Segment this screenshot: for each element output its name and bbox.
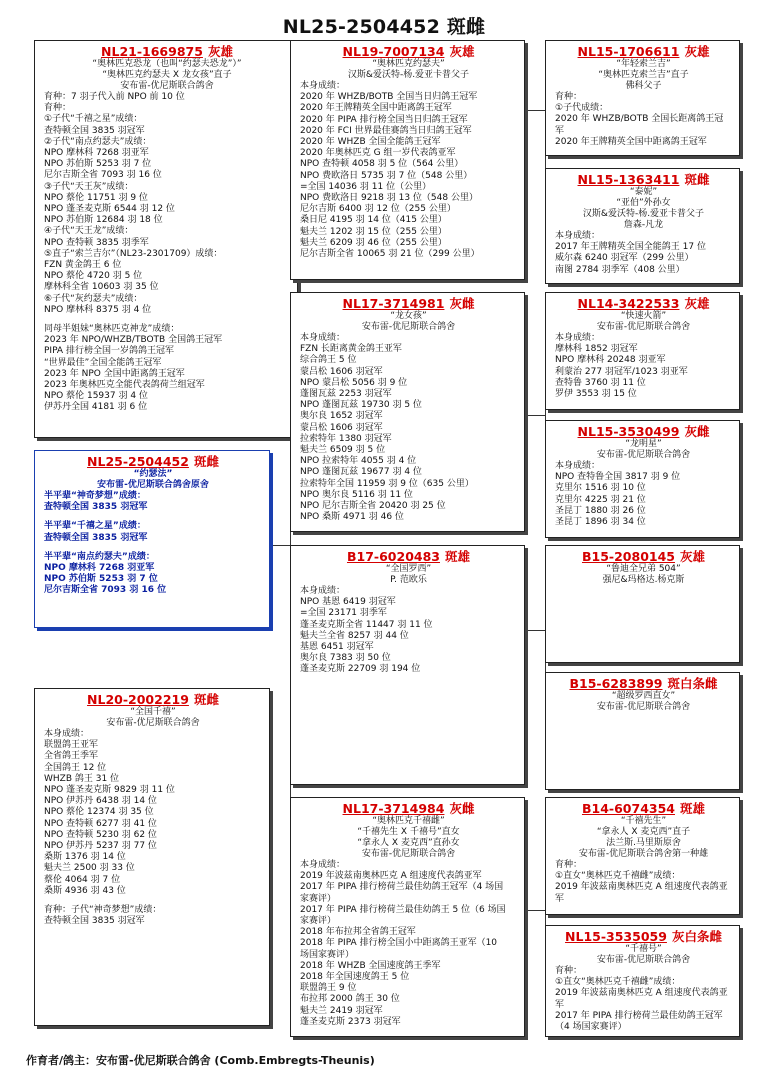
result-line: NPO 苏伯斯 12684 羽 18 位 <box>44 215 163 226</box>
result-line: NPO 查特顿 4058 羽 5 位（564 公里） <box>300 159 464 170</box>
pigeon-info-line: 汉斯&爱沃特-杨.爱亚卡普父子 <box>582 209 705 219</box>
result-line: 2020 年 FCI 世界最佳赛鸽当日归鸽王冠军 <box>300 125 472 136</box>
pigeon-header <box>555 44 732 59</box>
result-line: 魁夫兰 6209 羽 46 位（255 公里） <box>300 237 447 248</box>
result-line: ①直女“奥林匹克千禧雌”成绩： <box>555 977 681 988</box>
page-title: NL25-2504452 斑雌 <box>282 16 486 38</box>
ring-number: NL19-7007134 <box>342 44 445 59</box>
result-line: 尼尔吉斯全省 7093 羽 16 位 <box>44 170 162 181</box>
result-line: 2018 年 WHZB 全国速度鸽王季军 <box>300 960 441 971</box>
pigeon-color: 斑雌 <box>193 692 219 707</box>
ring-number: NL25-2504452 <box>87 454 189 469</box>
result-line: 伊苏丹全国 4181 羽 6 位 <box>44 402 148 413</box>
result-line: NPO 伊苏丹 5237 羽 77 位 <box>44 841 157 852</box>
result-line: NPO 蔡伦 11751 羽 9 位 <box>44 192 148 203</box>
result-line: 本身成绩： <box>555 231 601 241</box>
result-line: 魁夫兰全省 8257 羽 44 位 <box>300 630 409 641</box>
result-line: 家赛评） <box>300 916 337 927</box>
result-line: 全国鸽王 12 位 <box>44 762 107 773</box>
result-line: 2018 年 PIPA 排行榜全国小中距离鸽王亚军（10 <box>300 938 498 949</box>
pigeon-info-line: 詹森-凡龙 <box>623 220 664 230</box>
result-line: 2019 年波兹南奥林匹克 A 组速度代表鸽亚 <box>555 988 728 999</box>
result-line: NPO 摩林科 20248 羽亚军 <box>555 355 666 366</box>
result-line: 奥尔良 7383 羽 50 位 <box>300 653 391 664</box>
ring-number: B15-6283899 <box>569 676 663 691</box>
result-line: 2018 年布拉邦全省鸽王冠军 <box>300 927 416 938</box>
pigeon-header <box>555 424 732 439</box>
result-line: NPO 蔡伦 15937 羽 4 位 <box>44 391 148 402</box>
result-line: 本身成绩： <box>300 333 346 343</box>
pigeon-color: 灰雄 <box>684 296 710 311</box>
ring-number: NL15-3535059 <box>565 929 667 944</box>
pigeon-info-line: 安布雷-优尼斯联合鸽舍 <box>361 849 456 859</box>
result-line: ④子代“天王龙”成绩： <box>44 226 134 237</box>
pigeon-info-line: 安布雷-优尼斯联合鸽舍 <box>596 702 691 712</box>
pigeon-info-line: 安布雷-优尼斯联合鸽舍 <box>120 81 214 91</box>
pigeon-info-line: 佛科父子 <box>625 81 662 91</box>
result-line: NPO 桑斯 4971 羽 46 位 <box>300 512 404 523</box>
result-line: 本身成绩： <box>44 729 90 739</box>
result-line: ③子代“天王灰”成绩： <box>44 181 134 192</box>
result-line: 军 <box>555 893 565 904</box>
pigeon-info-line: 安布雷-优尼斯联合鸽舍 <box>106 718 200 728</box>
pigeon-info-line: “龙明星” <box>625 439 662 449</box>
pigeon-info-line: “奥林匹克恐龙（也叫“约瑟夫恐龙”）” <box>92 59 242 69</box>
pigeon-color: 斑白条雌 <box>667 676 718 691</box>
result-line: 查特顿全国 3835 羽冠军 <box>44 502 148 513</box>
pigeon-info-line: “亚伯”外孙女 <box>616 198 671 208</box>
result-line: =全国 14036 羽 11 位（公里） <box>300 181 432 192</box>
result-line: 家赛评） <box>300 893 337 904</box>
result-line: NPO 苏伯斯 5253 羽 7 位 <box>44 159 152 170</box>
result-line: （4 场国家赛评） <box>555 1022 627 1033</box>
pigeon-info-line: “千禧先生” <box>620 816 667 826</box>
result-line: 圣昆丁 1880 羽 26 位 <box>555 505 646 516</box>
pigeon-info-line: 安布雷-优尼斯联合鸽舍原舍 <box>97 480 209 490</box>
pigeon-info-line: “奥林匹克索兰吉”直子 <box>598 70 689 80</box>
result-line: 拉索特年全国 11959 羽 9 位（635 公里） <box>300 478 474 489</box>
result-line: NPO 查特鲁全国 3817 羽 9 位 <box>555 472 681 483</box>
result-line: 本身成绩： <box>555 333 601 343</box>
ring-number: B15-2080145 <box>581 549 675 564</box>
pigeon-info-line: “奥林匹克约瑟夫” <box>372 59 445 69</box>
spacer <box>44 544 262 552</box>
result-line: 2020 年王牌精英全国中距离鸽王冠军 <box>300 103 452 114</box>
sire-dam-dam-card <box>545 420 740 538</box>
pigeon-header <box>555 296 732 311</box>
ring-number: NL21-1669875 <box>101 44 203 59</box>
connector-line <box>525 910 545 911</box>
pigeon-info-line: 安布雷-优尼斯联合鸽舍 <box>596 322 691 332</box>
result-line: 摩林科全省 10603 羽 35 位 <box>44 282 159 293</box>
result-line: 育种： <box>555 92 583 102</box>
result-line: ①直女“奥林匹克千禧雌”成绩： <box>555 871 681 882</box>
result-line: 2017 年 PIPA 排行榜荷兰最佳幼鸽王冠军（4 场国 <box>300 882 504 893</box>
pigeon-info-line: 法兰斯.马里斯原舍 <box>606 838 681 848</box>
result-line: NPO 蒙吕松 5056 羽 9 位 <box>300 377 408 388</box>
result-line: 威尔森 6240 羽冠军（299 公里） <box>555 253 694 264</box>
sire-sire-sire-card <box>545 40 740 156</box>
pigeon-info-line: P. 范欧乐 <box>390 575 427 585</box>
result-line: 蔡伦 4064 羽 7 位 <box>44 874 121 885</box>
dam-card <box>34 688 270 1026</box>
result-line: 摩林科 1852 羽冠军 <box>555 344 638 355</box>
result-line: 蒙吕松 1606 羽冠军 <box>300 422 383 433</box>
result-line: 半平辈“南点约瑟夫”成绩： <box>44 551 155 562</box>
result-line: 育种： <box>555 966 583 976</box>
sire-dam-card <box>290 292 525 532</box>
breeder-footer: 作育者/鸽主：安布雷-优尼斯联合鸽舍 (Comb.Embregts-Theunis) <box>26 1054 375 1067</box>
result-line: 育种：7 羽子代入前 NPO 前 10 位 <box>44 92 185 102</box>
pigeon-color: 灰雄 <box>449 44 475 59</box>
result-line: 圣昆丁 1896 羽 34 位 <box>555 517 646 528</box>
ring-number: NL15-3530499 <box>577 424 680 439</box>
pigeon-header <box>300 44 517 59</box>
result-line: 基恩 6451 羽冠军 <box>300 642 374 653</box>
result-line: PIPA 排行榜全国一岁鸽鸽王冠军 <box>44 346 174 357</box>
pigeon-info-line: “约瑟法” <box>133 469 173 479</box>
sire-sire-dam-card <box>545 168 740 284</box>
result-line: 2018 年全国速度鸽王 5 位 <box>300 972 410 983</box>
pigeon-info-line: 安布雷-优尼斯联合鸽舍第一种雄 <box>578 849 709 859</box>
result-line: ①子代“千禧之星”成绩： <box>44 114 143 125</box>
dam-dam-dam-card <box>545 925 740 1037</box>
pigeon-color: 斑雄 <box>679 801 705 816</box>
result-line: NPO 查特顿 3835 羽季军 <box>44 237 149 248</box>
result-line: 尼尔吉斯全省 10065 羽 21 位（299 公里） <box>300 249 480 260</box>
sire-dam-sire-card <box>545 292 740 410</box>
result-line: ⑥子代“灰约瑟夫”成绩： <box>44 293 143 304</box>
result-line: 蒙吕松 1606 羽冠军 <box>300 366 383 377</box>
pigeon-info-line: “年轻索兰吉” <box>616 59 671 69</box>
result-line: ⑤直子“索兰吉尔”（NL23-2301709）成绩： <box>44 248 223 259</box>
result-line: 克里尔 4225 羽 21 位 <box>555 494 646 505</box>
dam-sire-sire-card <box>545 545 740 663</box>
pigeon-info-line: “奥林匹克约瑟夫 X 龙女孩”直子 <box>102 70 232 80</box>
pigeon-header <box>300 549 517 564</box>
result-line: 本身成绩： <box>300 860 346 870</box>
sire-sire-card <box>290 40 525 280</box>
result-line: NPO 蓬图瓦兹 19677 羽 4 位 <box>300 467 422 478</box>
ring-number: NL17-3714984 <box>342 801 445 816</box>
result-line: 2023 年奥林匹克全能代表鸽荷兰组冠军 <box>44 380 205 391</box>
pigeon-info-line: “泰妮” <box>629 187 658 197</box>
result-line: 本身成绩： <box>300 81 346 91</box>
result-line: NPO 蓬图瓦兹 19730 羽 5 位 <box>300 400 422 411</box>
sire-card <box>34 40 298 438</box>
result-line: 育种： <box>44 103 72 114</box>
result-line: 综合鸽王 5 位 <box>300 355 357 366</box>
pigeon-info-line: “拿永人 X 麦克西”直孙女 <box>357 838 460 848</box>
result-line: 联盟鸽王 9 位 <box>300 983 357 994</box>
subject-pigeon-card <box>34 450 270 628</box>
result-line: 拉索特年 1380 羽冠军 <box>300 433 392 444</box>
pigeon-info-line: “全国罗西” <box>385 564 432 574</box>
result-line: 半平辈“千禧之星”成绩： <box>44 521 146 532</box>
ring-number: NL15-1706611 <box>577 44 680 59</box>
result-line: 2023 年 NPO 全国中距离鸽王冠军 <box>44 368 185 379</box>
result-line: 奥尔良 1652 羽冠军 <box>300 411 383 422</box>
dam-dam-card <box>290 797 525 1037</box>
pigeon-info-line: “快速火箭” <box>620 311 667 321</box>
result-line: “世界最佳”全国全能鸽王冠军 <box>44 357 162 368</box>
result-line: 南图 2784 羽季军（408 公里） <box>555 264 685 275</box>
pigeon-info-line: “千禧先生 X 千禧号”直女 <box>357 827 460 837</box>
ring-number: NL17-3714981 <box>342 296 445 311</box>
connector-line <box>525 110 545 111</box>
result-line: 全省鸽王季军 <box>44 751 99 762</box>
result-line: =全国 23171 羽季军 <box>300 608 387 619</box>
connector-line <box>525 415 545 416</box>
result-line: 2020 年 WHZB/BOTB 全国长距离鸽王冠 <box>555 114 724 125</box>
pigeon-header <box>555 172 732 187</box>
ring-number: NL20-2002219 <box>87 692 189 707</box>
result-line: 魁夫兰 6509 羽 5 位 <box>300 445 386 456</box>
ring-number: NL14-3422533 <box>577 296 680 311</box>
pigeon-info-line: 汉斯&爱沃特-杨.爱亚卡普父子 <box>347 70 470 80</box>
result-line: 同母半姐妹“奥林匹克神龙”成绩： <box>44 324 180 335</box>
result-line: 联盟鸽王亚军 <box>44 740 99 751</box>
pigeon-color: 灰白条雌 <box>671 929 722 944</box>
result-line: FZN 黄金鸽王 6 位 <box>44 260 122 271</box>
result-line: 克里尔 1516 羽 10 位 <box>555 483 646 494</box>
result-line: 2020 年 WHZB 全国全能鸽王冠军 <box>300 137 441 148</box>
result-line: WHZB 鸽王 31 位 <box>44 773 120 784</box>
result-line: NPO 拉索特年 4055 羽 4 位 <box>300 456 417 467</box>
dam-dam-sire-card <box>545 797 740 915</box>
pigeon-header <box>300 296 517 311</box>
result-line: 桑斯 4936 羽 43 位 <box>44 885 126 896</box>
pigeon-info-line: 安布雷-优尼斯联合鸽舍 <box>361 322 456 332</box>
result-line: 场国家赛评） <box>300 949 355 960</box>
result-line: FZN 长距离黄金鸽王亚军 <box>300 344 402 355</box>
spacer <box>44 897 262 905</box>
result-line: 育种： <box>555 860 583 870</box>
ring-number: NL15-1363411 <box>577 172 680 187</box>
result-line: NPO 摩林科 7268 羽亚军 <box>44 148 149 159</box>
pigeon-info-line: “鲁迪全兄弟 504” <box>606 564 681 574</box>
result-line: 2017 年王牌精英全国全能鸽王 17 位 <box>555 242 706 253</box>
result-line: 魁夫兰 2500 羽 33 位 <box>44 863 135 874</box>
pigeon-color: 灰雌 <box>684 424 710 439</box>
result-line: 桑日尼 4195 羽 14 位（415 公里） <box>300 215 447 226</box>
pigeon-header <box>555 801 732 816</box>
result-line: NPO 基恩 6419 羽冠军 <box>300 597 396 608</box>
result-line: 利蒙治 277 羽冠军/1023 羽亚军 <box>555 366 688 377</box>
result-line: 2020 年王牌精英全国中距离鸽王冠军 <box>555 136 707 147</box>
result-line: 查特顿全国 3835 羽冠军 <box>44 916 145 927</box>
result-line: NPO 尼尔吉斯全省 20420 羽 25 位 <box>300 501 446 512</box>
result-line: 军 <box>555 125 565 136</box>
result-line: 桑斯 1376 羽 14 位 <box>44 852 126 863</box>
pigeon-info-line: 强尼&玛格达.杨克斯 <box>602 575 685 585</box>
result-line: ①子代成绩： <box>555 103 609 114</box>
result-line: 2017 年 PIPA 排行榜荷兰最佳幼鸽王 5 位（6 场国 <box>300 904 506 915</box>
result-line: NPO 摩林科 7268 羽亚军 <box>44 563 155 574</box>
pigeon-info-line: “拿永人 X 麦克西”直子 <box>596 827 691 837</box>
result-line: 2019 年波兹南奥林匹克 A 组速度代表鸽亚 <box>555 882 728 893</box>
result-line: ②子代“南点约瑟夫”成绩： <box>44 136 152 147</box>
pigeon-header <box>555 549 732 564</box>
result-line: NPO 伊苏丹 6438 羽 14 位 <box>44 796 157 807</box>
pigeon-info-line: “超级罗西直女” <box>611 691 676 701</box>
result-line: 蓬圣麦克斯 22709 羽 194 位 <box>300 664 421 675</box>
result-line: NPO 蓬圣麦克斯 9829 羽 11 位 <box>44 785 175 796</box>
result-line: 2017 年 PIPA 排行榜荷兰最佳幼鸽王冠军 <box>555 1010 723 1021</box>
result-line: 蓬图瓦兹 2253 羽冠军 <box>300 389 392 400</box>
pigeon-color: 灰雄 <box>679 549 705 564</box>
result-line: NPO 蔡伦 12374 羽 35 位 <box>44 807 154 818</box>
result-line: 查特顿全国 3835 羽冠军 <box>44 125 145 136</box>
dam-sire-dam-card <box>545 672 740 790</box>
pigeon-color: 斑雄 <box>444 549 470 564</box>
result-line: 2020 年奥林匹克 G 组一岁代表鸽亚军 <box>300 148 456 159</box>
result-line: 2019 年波兹南奥林匹克 A 组速度代表鸽亚军 <box>300 871 482 882</box>
result-line: 育种：子代“神奇梦想”成绩： <box>44 905 162 916</box>
pigeon-info-line: 安布雷-优尼斯联合鸽舍 <box>596 955 691 965</box>
result-line: NPO 费欧洛日 5735 羽 7 位（548 公里） <box>300 170 473 181</box>
pigeon-color: 灰雌 <box>449 801 475 816</box>
result-line: 2020 年 PIPA 排行榜全国当日归鸽王冠军 <box>300 114 468 125</box>
result-line: NPO 查特顿 6277 羽 41 位 <box>44 818 157 829</box>
connector-line <box>525 630 545 631</box>
result-line: 尼尔吉斯 6400 羽 12 位（255 公里） <box>300 204 456 215</box>
result-line: 本身成绩： <box>555 461 601 471</box>
result-line: 罗伊 3553 羽 15 位 <box>555 389 637 400</box>
pigeon-color: 斑雌 <box>193 454 219 469</box>
result-line: NPO 蔡伦 4720 羽 5 位 <box>44 271 143 282</box>
result-line: NPO 蓬圣麦克斯 6544 羽 12 位 <box>44 204 175 215</box>
pigeon-color: 灰雄 <box>684 44 710 59</box>
pigeon-info-line: “奥林匹克千禧雌” <box>372 816 445 826</box>
pigeon-info-line: “全国千禧” <box>130 707 176 717</box>
result-line: 魁夫兰 1202 羽 15 位（255 公里） <box>300 226 447 237</box>
result-line: 蓬圣麦克斯全省 11447 羽 11 位 <box>300 619 433 630</box>
result-line: 2020 年 WHZB/BOTB 全国当日归鸽王冠军 <box>300 92 478 103</box>
result-line: 魁夫兰 2419 羽冠军 <box>300 1005 383 1016</box>
pigeon-info-line: 安布雷-优尼斯联合鸽舍 <box>596 450 691 460</box>
result-line: NPO 奥尔良 5116 羽 11 位 <box>300 489 413 500</box>
pigeon-header <box>555 676 732 691</box>
connector-line <box>270 545 290 546</box>
pigeon-color: 斑雌 <box>684 172 710 187</box>
pigeon-info-line: “龙女孩” <box>390 311 427 321</box>
pigeon-info-line: “千禧号” <box>625 944 662 954</box>
result-line: NPO 查特顿 5230 羽 62 位 <box>44 829 157 840</box>
result-line: 2023 年 NPO/WHZB/TBOTB 全国鸽王冠军 <box>44 335 223 346</box>
spacer <box>44 316 290 324</box>
pigeon-header <box>44 692 262 707</box>
result-line: 查特顿全国 3835 羽冠军 <box>44 532 148 543</box>
result-line: 军 <box>555 999 565 1010</box>
ring-number: B17-6020483 <box>346 549 440 564</box>
pigeon-header <box>300 801 517 816</box>
pigeon-color: 灰雄 <box>207 44 233 59</box>
ring-number: B14-6074354 <box>581 801 675 816</box>
pigeon-header <box>44 454 262 469</box>
pigeon-header <box>555 929 732 944</box>
result-line: NPO 摩林科 8375 羽 4 位 <box>44 304 152 315</box>
result-line: NPO 费欧洛日 9218 羽 13 位（548 公里） <box>300 193 478 204</box>
pigeon-color: 灰雌 <box>449 296 475 311</box>
result-line: 布拉邦 2000 鸽王 30 位 <box>300 994 400 1005</box>
result-line: 蓬圣麦克斯 2373 羽冠军 <box>300 1016 401 1027</box>
pigeon-header <box>44 44 290 59</box>
result-line: 查特鲁 3760 羽 11 位 <box>555 377 646 388</box>
result-line: NPO 苏伯斯 5253 羽 7 位 <box>44 574 158 585</box>
result-line: 本身成绩： <box>300 586 346 596</box>
result-line: 半平辈“神奇梦想”成绩： <box>44 491 146 501</box>
dam-sire-card <box>290 545 525 785</box>
result-line: 尼尔吉斯全省 7093 羽 16 位 <box>44 585 167 596</box>
